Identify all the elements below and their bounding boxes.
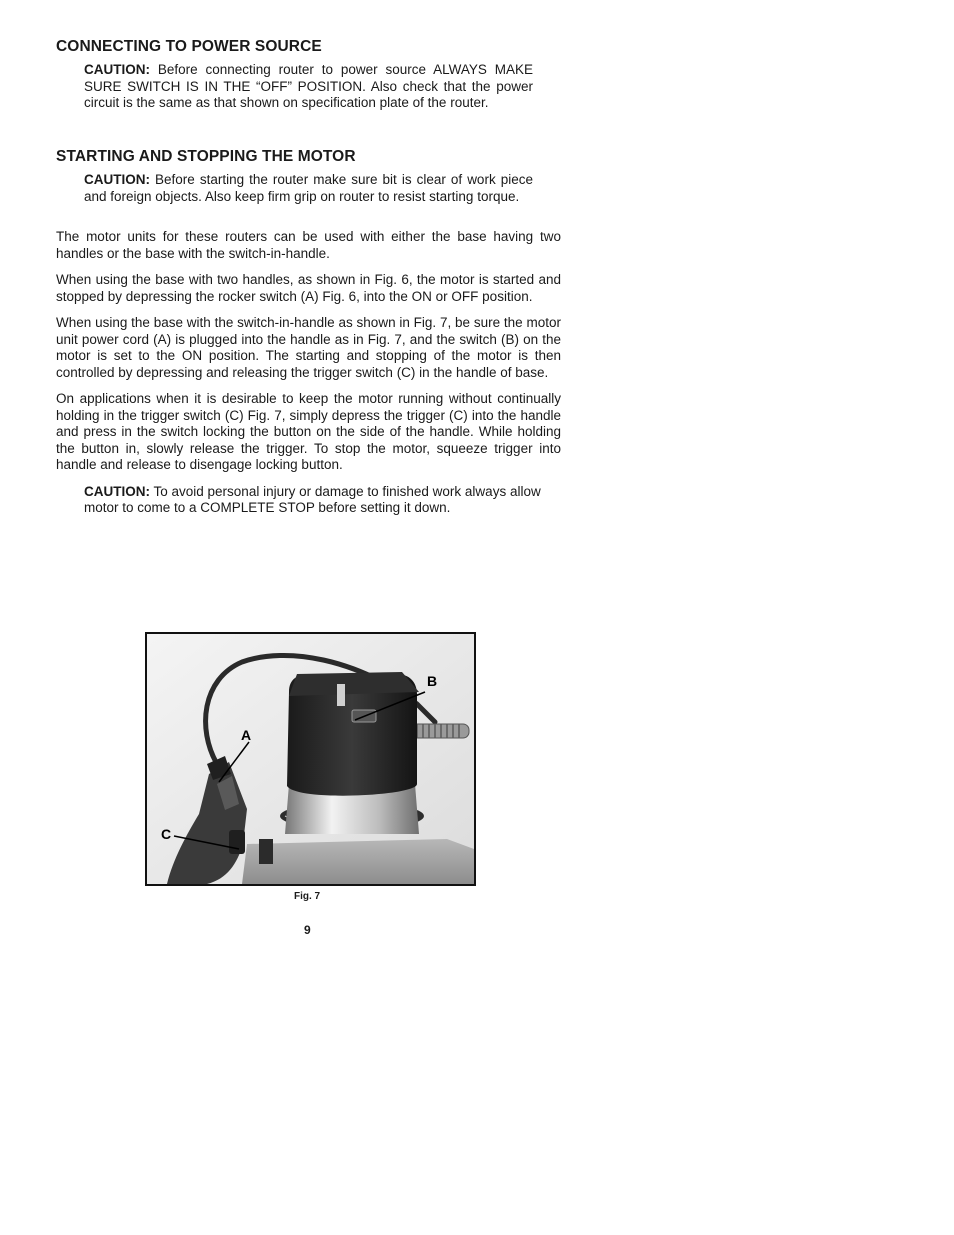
page-number: 9 <box>304 923 311 937</box>
caution-note <box>84 484 561 517</box>
caution-label: CAUTION: <box>84 172 150 187</box>
caution-label: CAUTION: <box>84 483 150 499</box>
caution-label: CAUTION: <box>84 62 150 77</box>
caution-text: Before connecting router to power source ALWAYS MAKE SURE SWITCH IS IN THE “OFF” POSITION. Also check that the power circuit is the same as that shown on specification plate of the router. <box>84 62 533 110</box>
locking-button <box>259 839 273 864</box>
callout-c: C <box>161 826 172 842</box>
paragraph: When using the base with two handles, as shown in Fig. 6, the motor is started and stopped by depressing the rocker switch (A) Fig. 6, into the ON or OFF position. <box>56 272 561 304</box>
callout-a: A <box>241 727 252 743</box>
motor-label-plate <box>337 684 345 706</box>
section-connecting-power <box>56 38 561 112</box>
caution-note <box>84 172 533 205</box>
router-illustration <box>147 634 474 884</box>
paragraph: The motor units for these routers can be used with either the base having two handles or the base with the switch-in-handle. <box>56 229 561 261</box>
trigger-switch <box>229 830 245 854</box>
section-heading: CONNECTING TO POWER SOURCE <box>56 38 322 55</box>
section-start-stop-motor <box>56 148 561 205</box>
paragraph: When using the base with the switch-in-handle as shown in Fig. 7, be sure the motor unit power cord (A) is plugged into the handle as in Fig. 7, and the switch (B) on the motor is set to the ON position. The starting and stopping of the motor is then controlled by depressing and releasing the trigger switch (C) in the handle of base. <box>56 315 561 380</box>
figure-router-photo <box>145 632 476 886</box>
body-text <box>56 229 561 517</box>
callout-b: B <box>427 673 438 689</box>
caution-text: To avoid personal injury or damage to finished work always allow motor to come to a COMPLETE STOP before setting it down. <box>84 483 541 515</box>
caution-text: Before starting the router make sure bit is clear of work piece and foreign objects. Also keep firm grip on router to resist starting torque. <box>84 172 533 204</box>
section-heading: STARTING AND STOPPING THE MOTOR <box>56 148 356 165</box>
paragraph: On applications when it is desirable to keep the motor running without continually holding in the trigger switch (C) Fig. 7, simply depress the trigger (C) into the handle and press in the switch locking the button on the side of the handle. While holding the button in, slowly release the trigger. To stop the motor, squeeze trigger into handle and release to disengage locking button. <box>56 391 561 472</box>
router-base <box>242 839 474 884</box>
figure-caption: Fig. 7 <box>294 891 321 902</box>
caution-note <box>84 62 533 112</box>
